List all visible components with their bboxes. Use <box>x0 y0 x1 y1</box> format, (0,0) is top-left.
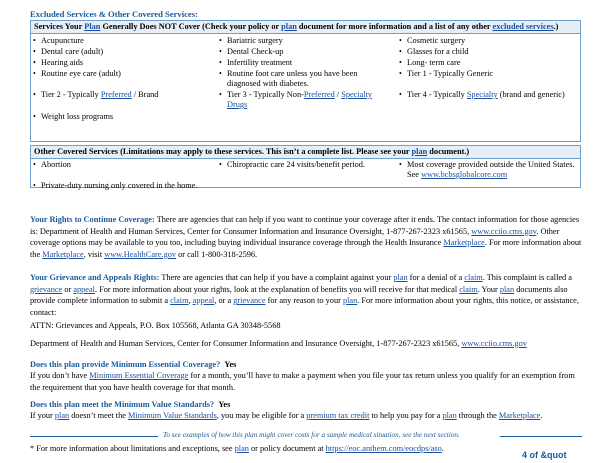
marketplace-link[interactable]: Marketplace <box>443 238 485 248</box>
mvs-question <box>30 399 582 411</box>
mvs-paragraph: If your plan doesn’t meet the Minimum Value Standards, you may be eligible for a premium tax credit to help you pay for a plan through the Marketplace. <box>30 411 543 420</box>
plan-link[interactable]: plan <box>499 284 515 294</box>
mec-title: Does this plan provide Minimum Essential Coverage? <box>30 360 221 369</box>
healthcare-gov-link[interactable]: www.HealthCare.gov <box>104 249 177 259</box>
examples-divider <box>30 431 582 441</box>
marketplace-link[interactable]: Marketplace <box>498 411 541 420</box>
footnote: * For more information about limitations and exceptions, see plan or policy document at https://eoc.anthem.com/eocdps/aso. <box>30 444 444 453</box>
list-item: • Bariatric surgery <box>217 36 392 46</box>
specialty-link[interactable]: Specialty <box>466 90 498 99</box>
list-item: • Hearing aids <box>31 58 211 68</box>
examples-note: To see examples of how this plan might cover costs for a sample medical situation, see the next section. <box>163 431 460 439</box>
mvs-title: Does this plan meet the Minimum Value Standards? <box>30 400 215 409</box>
plan-link[interactable]: plan <box>234 444 249 453</box>
plan-link[interactable]: Plan <box>84 22 101 31</box>
preferred-link[interactable]: Preferred <box>100 90 132 99</box>
list-item: • Acupuncture <box>31 36 211 46</box>
claim-link[interactable]: claim <box>459 284 478 294</box>
cciio-link[interactable]: www.cciio.cms.gov <box>461 339 527 348</box>
grievance-link[interactable]: grievance <box>233 296 266 306</box>
grievance-attn: ATTN: Grievances and Appeals, P.O. Box 105568, Atlanta GA 30348-5568 <box>30 321 281 330</box>
rights-paragraph: Your Rights to Continue Coverage: There are agencies that can help if you want to continue your coverage after it ends. The contact information for those agencies is: Department of Health and Human Services, Center for Consumer Information and Insurance Oversight, 1-877-267-2323 x61565, www.cciio.cms.gov. Other coverage options may be available to you too, including buying individual insurance coverage through the Health Insurance Marketplace. For more information about the Marketplace, visit www.HealthCare.gov or call 1-800-318-2596. <box>30 215 582 259</box>
mec-question <box>30 359 582 371</box>
divider-line <box>500 436 582 437</box>
grievance-link[interactable]: grievance <box>30 284 63 294</box>
minimum-value-standards-link[interactable]: Minimum Value Standards <box>128 411 217 420</box>
excluded-services-header: Services Your Plan Generally Does NOT Cover (Check your policy or plan document for more information and a list of any other excluded services.) <box>31 21 580 34</box>
bcbs-global-core-link[interactable]: www.bcbsglobalcore.com <box>421 170 508 179</box>
marketplace-link[interactable]: Marketplace <box>42 249 84 259</box>
specialty-drugs-link[interactable]: Specialty Drugs <box>227 90 373 109</box>
list-item: • Routine eye care (adult) <box>31 69 211 79</box>
plan-link[interactable]: plan <box>442 411 457 420</box>
plan-link[interactable]: plan <box>342 296 358 306</box>
cciio-link[interactable]: www.cciio.cms.gov <box>471 226 537 236</box>
list-item: • Tier 2 - Typically Preferred / Brand <box>31 90 211 100</box>
divider-line <box>30 436 158 437</box>
excluded-services-box <box>30 20 581 142</box>
grievance-title: Your Grievance and Appeals Rights: <box>30 273 160 282</box>
list-item: • Abortion <box>31 160 211 170</box>
list-item: • Routine foot care unless you have been diagnosed with diabetes. <box>217 69 392 89</box>
other-covered-services-box <box>30 145 581 188</box>
list-item: • Dental care (adult) <box>31 47 211 57</box>
plan-link[interactable]: plan <box>54 411 70 420</box>
excluded-section-title: Excluded Services & Other Covered Services: <box>30 9 198 19</box>
preferred-link[interactable]: Preferred <box>303 90 335 99</box>
minimum-essential-coverage-link[interactable]: Minimum Essential Coverage <box>89 371 189 380</box>
list-item: • Tier 1 - Typically Generic <box>397 69 580 79</box>
mec-answer: Yes <box>224 360 237 369</box>
premium-tax-credit-link[interactable]: premium tax credit <box>306 411 370 420</box>
list-item: • Cosmetic surgery <box>397 36 580 46</box>
claim-link[interactable]: claim <box>170 296 189 306</box>
list-item: • Chiropractic care 24 visits/benefit period. <box>217 160 392 170</box>
plan-link[interactable]: plan <box>281 22 297 31</box>
list-item: • Dental Check-up <box>217 47 392 57</box>
other-covered-services-header: Other Covered Services (Limitations may apply to these services. This isn’t a complete list. Please see your plan document.) <box>31 146 580 159</box>
claim-link[interactable]: claim <box>464 273 483 282</box>
appeal-link[interactable]: appeal <box>192 296 215 306</box>
rights-title: Your Rights to Continue Coverage: <box>30 215 155 224</box>
list-item: • Glasses for a child <box>397 47 580 57</box>
list-item: • Private-duty nursing only covered in the home. <box>31 181 211 191</box>
mvs-answer: Yes <box>218 400 231 409</box>
mec-paragraph: If you don’t have Minimum Essential Coverage for a month, you’ll have to make a payment when you file your tax return unless you qualify for an exemption from the requirement that you have health coverage for that month. <box>30 371 575 392</box>
plan-link[interactable]: plan <box>411 147 428 156</box>
page-number: 4 of &quot <box>522 450 567 460</box>
appeal-link[interactable]: appeal <box>73 284 95 294</box>
list-item: • Tier 4 - Typically Specialty (brand and generic) <box>397 90 580 100</box>
list-item: • Most coverage provided outside the United States. See www.bcbsglobalcore.com <box>397 160 580 180</box>
grievance-dept: Department of Health and Human Services, Center for Consumer Information and Insurance Oversight, 1-877-267-2323 x61565, www.cciio.cms.gov <box>30 339 527 348</box>
list-item: • Long- term care <box>397 58 580 68</box>
plan-link[interactable]: plan <box>393 273 408 282</box>
excluded-services-link[interactable]: excluded services <box>492 22 554 31</box>
list-item: • Weight loss programs <box>31 112 211 122</box>
list-item: • Tier 3 - Typically Non-Preferred / Specialty Drugs <box>217 90 392 110</box>
list-item: • Infertility treatment <box>217 58 392 68</box>
grievance-paragraph: Your Grievance and Appeals Rights: There are agencies that can help if you have a complaint against your plan for a denial of a claim. This complaint is called a grievance or appeal. For more information about your rights, look at the explanation of benefits you will receive for that medical claim. Your plan documents also provide complete information to submit a claim, appeal, or a grievance for any reason to your plan. For more information about your rights, this notice, or assistance, contact: <box>30 273 579 317</box>
policy-document-link[interactable]: https://eoc.anthem.com/eocdps/aso <box>325 444 442 453</box>
